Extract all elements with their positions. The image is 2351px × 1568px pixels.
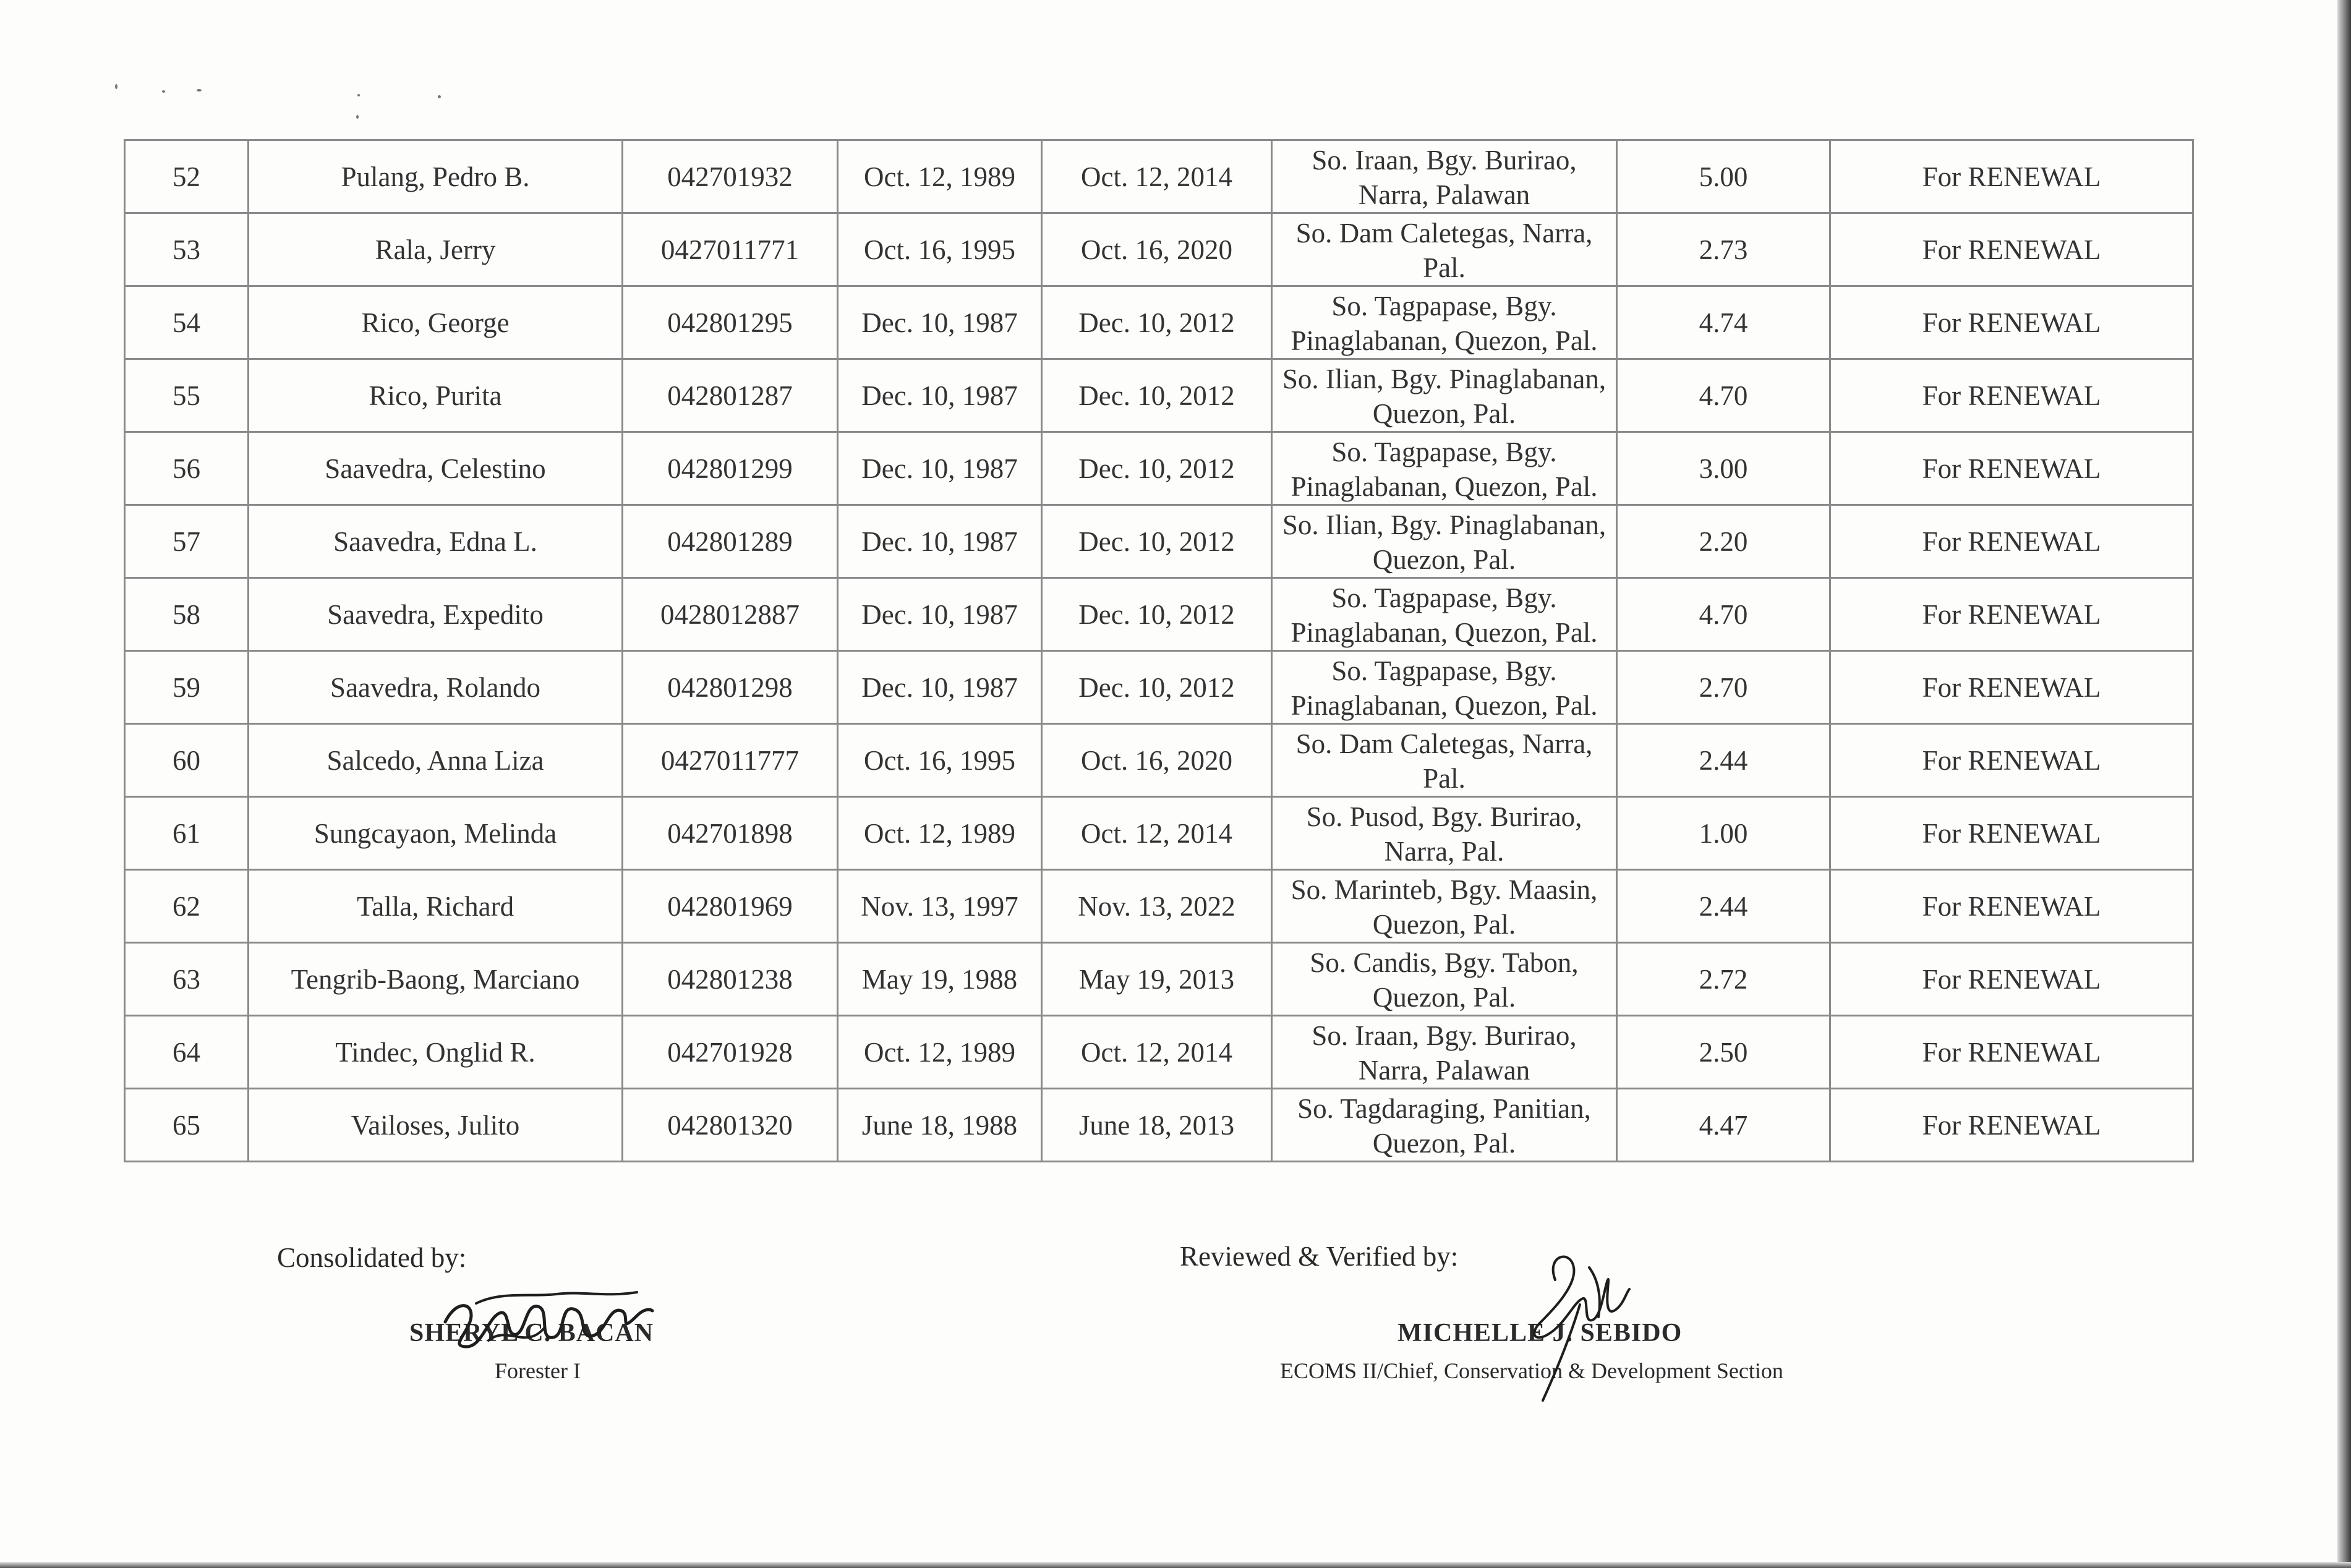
location-cell <box>1272 578 1617 651</box>
date-expiry-cell: June 18, 2013 <box>1042 1089 1272 1162</box>
table-row <box>125 286 2193 359</box>
area-cell: 2.20 <box>1617 505 1830 578</box>
date-issued-cell: Dec. 10, 1987 <box>838 505 1042 578</box>
row-number-cell: 52 <box>125 140 249 213</box>
area-cell: 1.00 <box>1617 797 1830 870</box>
date-expiry-cell: Dec. 10, 2012 <box>1042 505 1272 578</box>
holder-name-cell: Pulang, Pedro B. <box>249 140 623 213</box>
location-line-1: So. Tagpapase, Bgy. <box>1331 436 1557 467</box>
consolidated-by-title: Forester I <box>495 1358 581 1383</box>
right-handwritten-signature <box>1496 1243 1645 1410</box>
area-cell: 2.50 <box>1617 1016 1830 1089</box>
row-number-cell: 63 <box>125 943 249 1016</box>
table-row <box>125 1016 2193 1089</box>
location-line-2: Quezon, Pal. <box>1372 1127 1516 1159</box>
table-row <box>125 870 2193 943</box>
consolidated-by-label: Consolidated by: <box>277 1242 467 1273</box>
location-cell <box>1272 651 1617 724</box>
status-cell: For RENEWAL <box>1830 1016 2193 1089</box>
status-cell: For RENEWAL <box>1830 724 2193 797</box>
location-line-1: So. Marinteb, Bgy. Maasin, <box>1291 874 1598 905</box>
location-line-1: So. Ilian, Bgy. Pinaglabanan, <box>1282 363 1606 394</box>
permit-number-cell: 042801298 <box>623 651 838 724</box>
reviewed-by-title: ECOMS II/Chief, Conservation & Development Section <box>1280 1358 1783 1383</box>
consolidated-by-name: SHERYL C. BACAN <box>409 1319 654 1347</box>
date-issued-cell: Oct. 12, 1989 <box>838 1016 1042 1089</box>
holder-name-cell: Saavedra, Expedito <box>249 578 623 651</box>
area-cell: 2.44 <box>1617 724 1830 797</box>
location-line-1: So. Iraan, Bgy. Burirao, <box>1312 144 1577 176</box>
date-issued-cell: Oct. 16, 1995 <box>838 213 1042 286</box>
holder-name-cell: Rico, George <box>249 286 623 359</box>
area-cell: 5.00 <box>1617 140 1830 213</box>
holder-name-cell: Sungcayaon, Melinda <box>249 797 623 870</box>
date-issued-cell: Oct. 12, 1989 <box>838 797 1042 870</box>
scan-speck <box>357 94 360 96</box>
permit-number-cell: 042701932 <box>623 140 838 213</box>
status-cell: For RENEWAL <box>1830 651 2193 724</box>
reviewed-by-label: Reviewed & Verified by: <box>1180 1241 1459 1272</box>
table-row <box>125 359 2193 432</box>
date-expiry-cell: Oct. 12, 2014 <box>1042 140 1272 213</box>
location-line-1: So. Tagdaraging, Panitian, <box>1297 1093 1591 1124</box>
location-cell <box>1272 359 1617 432</box>
scan-speck <box>438 95 441 98</box>
area-cell: 4.70 <box>1617 578 1830 651</box>
location-line-1: So. Iraan, Bgy. Burirao, <box>1312 1020 1577 1051</box>
date-expiry-cell: Oct. 12, 2014 <box>1042 1016 1272 1089</box>
status-cell: For RENEWAL <box>1830 359 2193 432</box>
holder-name-cell: Rala, Jerry <box>249 213 623 286</box>
date-expiry-cell: Dec. 10, 2012 <box>1042 286 1272 359</box>
date-expiry-cell: Oct. 16, 2020 <box>1042 724 1272 797</box>
row-number-cell: 64 <box>125 1016 249 1089</box>
scan-speck <box>162 90 165 93</box>
row-number-cell: 54 <box>125 286 249 359</box>
location-cell <box>1272 213 1617 286</box>
status-cell: For RENEWAL <box>1830 286 2193 359</box>
location-cell <box>1272 724 1617 797</box>
location-line-2: Quezon, Pal. <box>1372 398 1516 429</box>
location-cell <box>1272 432 1617 505</box>
date-expiry-cell: Oct. 12, 2014 <box>1042 797 1272 870</box>
date-issued-cell: May 19, 1988 <box>838 943 1042 1016</box>
location-line-2: Narra, Palawan <box>1358 1054 1530 1086</box>
location-line-2: Quezon, Pal. <box>1372 981 1516 1013</box>
permit-number-cell: 042801969 <box>623 870 838 943</box>
location-line-2: Pal. <box>1423 762 1466 794</box>
left-handwritten-signature <box>433 1279 655 1359</box>
status-cell: For RENEWAL <box>1830 1089 2193 1162</box>
location-cell <box>1272 797 1617 870</box>
row-number-cell: 60 <box>125 724 249 797</box>
location-line-2: Quezon, Pal. <box>1372 543 1516 575</box>
holder-name-cell: Talla, Richard <box>249 870 623 943</box>
row-number-cell: 61 <box>125 797 249 870</box>
date-issued-cell: Oct. 16, 1995 <box>838 724 1042 797</box>
location-line-2: Quezon, Pal. <box>1372 908 1516 940</box>
permit-number-cell: 0428012887 <box>623 578 838 651</box>
holder-name-cell: Saavedra, Rolando <box>249 651 623 724</box>
scan-speck <box>356 115 359 119</box>
area-cell: 2.73 <box>1617 213 1830 286</box>
table-body <box>125 140 2193 1162</box>
status-cell: For RENEWAL <box>1830 870 2193 943</box>
area-cell: 4.74 <box>1617 286 1830 359</box>
date-expiry-cell: Nov. 13, 2022 <box>1042 870 1272 943</box>
table-row <box>125 797 2193 870</box>
date-issued-cell: Dec. 10, 1987 <box>838 578 1042 651</box>
permit-number-cell: 0427011771 <box>623 213 838 286</box>
permit-number-cell: 042801320 <box>623 1089 838 1162</box>
location-line-2: Pinaglabanan, Quezon, Pal. <box>1291 616 1598 648</box>
table-row <box>125 724 2193 797</box>
permit-number-cell: 042701898 <box>623 797 838 870</box>
status-cell: For RENEWAL <box>1830 432 2193 505</box>
holder-name-cell: Saavedra, Celestino <box>249 432 623 505</box>
date-expiry-cell: Dec. 10, 2012 <box>1042 432 1272 505</box>
row-number-cell: 59 <box>125 651 249 724</box>
holder-name-cell: Tindec, Onglid R. <box>249 1016 623 1089</box>
location-line-1: So. Tagpapase, Bgy. <box>1331 655 1557 686</box>
area-cell: 4.47 <box>1617 1089 1830 1162</box>
location-line-2: Pinaglabanan, Quezon, Pal. <box>1291 689 1598 721</box>
location-line-2: Pal. <box>1423 252 1466 283</box>
location-cell <box>1272 870 1617 943</box>
status-cell: For RENEWAL <box>1830 797 2193 870</box>
location-line-1: So. Tagpapase, Bgy. <box>1331 290 1557 322</box>
location-cell <box>1272 140 1617 213</box>
area-cell: 2.70 <box>1617 651 1830 724</box>
permit-number-cell: 042801295 <box>623 286 838 359</box>
permit-number-cell: 042801238 <box>623 943 838 1016</box>
location-cell <box>1272 1016 1617 1089</box>
area-cell: 2.72 <box>1617 943 1830 1016</box>
date-issued-cell: Dec. 10, 1987 <box>838 286 1042 359</box>
location-cell <box>1272 286 1617 359</box>
holder-name-cell: Saavedra, Edna L. <box>249 505 623 578</box>
reviewed-by-name: MICHELLE J. SEBIDO <box>1397 1319 1683 1347</box>
date-issued-cell: Dec. 10, 1987 <box>838 359 1042 432</box>
row-number-cell: 55 <box>125 359 249 432</box>
permit-number-cell: 042701928 <box>623 1016 838 1089</box>
location-cell <box>1272 943 1617 1016</box>
date-expiry-cell: Dec. 10, 2012 <box>1042 651 1272 724</box>
location-line-1: So. Tagpapase, Bgy. <box>1331 582 1557 613</box>
row-number-cell: 53 <box>125 213 249 286</box>
location-line-1: So. Pusod, Bgy. Burirao, <box>1306 801 1582 832</box>
status-cell: For RENEWAL <box>1830 943 2193 1016</box>
table-row <box>125 213 2193 286</box>
row-number-cell: 62 <box>125 870 249 943</box>
row-number-cell: 65 <box>125 1089 249 1162</box>
permit-number-cell: 042801299 <box>623 432 838 505</box>
location-cell <box>1272 1089 1617 1162</box>
row-number-cell: 57 <box>125 505 249 578</box>
location-line-2: Pinaglabanan, Quezon, Pal. <box>1291 471 1598 502</box>
location-line-2: Narra, Palawan <box>1358 179 1530 210</box>
table-row <box>125 140 2193 213</box>
holder-name-cell: Tengrib-Baong, Marciano <box>249 943 623 1016</box>
date-expiry-cell: Dec. 10, 2012 <box>1042 578 1272 651</box>
date-issued-cell: June 18, 1988 <box>838 1089 1042 1162</box>
table-row <box>125 943 2193 1016</box>
permit-number-cell: 042801289 <box>623 505 838 578</box>
table-row <box>125 1089 2193 1162</box>
location-line-2: Narra, Pal. <box>1384 835 1504 867</box>
date-issued-cell: Nov. 13, 1997 <box>838 870 1042 943</box>
location-line-1: So. Ilian, Bgy. Pinaglabanan, <box>1282 509 1606 540</box>
area-cell: 2.44 <box>1617 870 1830 943</box>
permit-number-cell: 0427011777 <box>623 724 838 797</box>
row-number-cell: 56 <box>125 432 249 505</box>
location-line-1: So. Candis, Bgy. Tabon, <box>1310 947 1579 978</box>
permit-table <box>124 139 2194 1162</box>
date-expiry-cell: Dec. 10, 2012 <box>1042 359 1272 432</box>
area-cell: 4.70 <box>1617 359 1830 432</box>
scan-edge-right <box>2337 0 2351 1568</box>
table-row <box>125 505 2193 578</box>
status-cell: For RENEWAL <box>1830 578 2193 651</box>
date-issued-cell: Oct. 12, 1989 <box>838 140 1042 213</box>
permit-number-cell: 042801287 <box>623 359 838 432</box>
location-line-1: So. Dam Caletegas, Narra, <box>1295 728 1593 759</box>
table-row <box>125 651 2193 724</box>
location-line-1: So. Dam Caletegas, Narra, <box>1295 217 1593 249</box>
holder-name-cell: Rico, Purita <box>249 359 623 432</box>
date-issued-cell: Dec. 10, 1987 <box>838 432 1042 505</box>
holder-name-cell: Salcedo, Anna Liza <box>249 724 623 797</box>
date-issued-cell: Dec. 10, 1987 <box>838 651 1042 724</box>
area-cell: 3.00 <box>1617 432 1830 505</box>
table-row <box>125 432 2193 505</box>
scan-speck <box>197 89 202 92</box>
status-cell: For RENEWAL <box>1830 140 2193 213</box>
row-number-cell: 58 <box>125 578 249 651</box>
date-expiry-cell: May 19, 2013 <box>1042 943 1272 1016</box>
scan-edge-bottom <box>0 1562 2351 1568</box>
scan-speck <box>115 84 117 89</box>
location-cell <box>1272 505 1617 578</box>
date-expiry-cell: Oct. 16, 2020 <box>1042 213 1272 286</box>
location-line-2: Pinaglabanan, Quezon, Pal. <box>1291 325 1598 356</box>
holder-name-cell: Vailoses, Julito <box>249 1089 623 1162</box>
status-cell: For RENEWAL <box>1830 505 2193 578</box>
status-cell: For RENEWAL <box>1830 213 2193 286</box>
table-row <box>125 578 2193 651</box>
